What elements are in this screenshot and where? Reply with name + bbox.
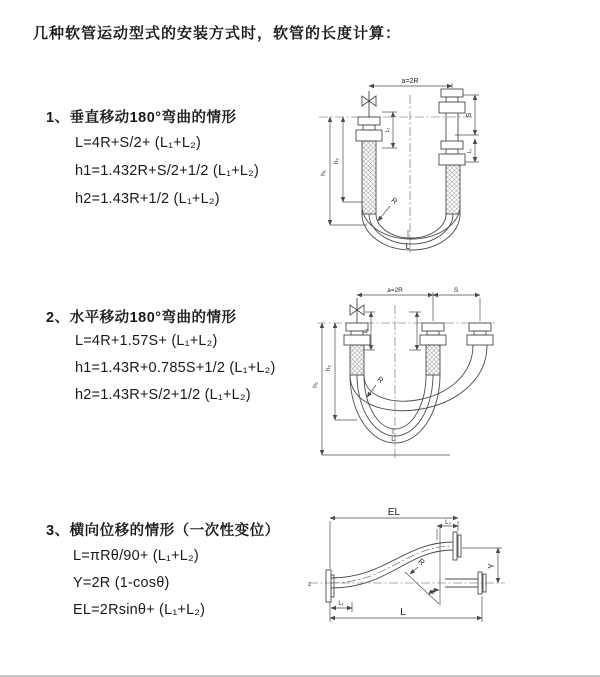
radius-callout xyxy=(378,196,400,221)
diagram-horizontal-180-bend xyxy=(305,280,600,465)
dim-label-l: L xyxy=(391,436,395,443)
dim-label-l: L xyxy=(400,607,406,618)
dimension-s-right xyxy=(455,95,479,162)
hose-u-curves xyxy=(350,345,487,443)
dim-label-theta: θ xyxy=(431,590,435,596)
valve-icon xyxy=(362,91,376,117)
right-fitting xyxy=(439,89,465,214)
braided-hose-section xyxy=(362,141,376,214)
dim-label-l2: L₂ xyxy=(445,520,451,526)
dimension-l1-left xyxy=(363,312,375,350)
section-2-formula-L: L=4R+1.57S+ (L₁+L₂) xyxy=(75,333,218,349)
section-2-formula-h2: h2=1.43R+S/2+1/2 (L₁+L₂) xyxy=(75,387,251,403)
section-3-formula-EL: EL=2Rsinθ+ (L₁+L₂) xyxy=(73,602,206,618)
middle-fitting xyxy=(420,323,446,375)
section-1-formula-h2: h2=1.43R+1/2 (L₁+L₂) xyxy=(75,191,220,207)
dim-label-h1: h₁ xyxy=(312,382,319,388)
left-fitting xyxy=(356,117,382,214)
braided-hose-section xyxy=(350,345,364,375)
dimension-h1-outer xyxy=(312,323,450,455)
dim-label-s: S xyxy=(453,287,459,294)
centerline-mark: z xyxy=(308,582,311,588)
valve-icon xyxy=(350,298,364,323)
dim-label-r: R xyxy=(389,195,400,206)
dimension-l1-middle xyxy=(409,312,421,350)
dim-label-l1: L₁ xyxy=(385,127,391,133)
dimension-l xyxy=(330,596,482,622)
dim-label-a2r: a=2R xyxy=(401,78,419,85)
dimension-a2r xyxy=(357,287,480,321)
right-fitting xyxy=(467,323,493,345)
diagram-vertical-180-bend xyxy=(305,75,600,260)
dimension-h1-outer xyxy=(320,117,367,225)
section-1-formula-h1: h1=1.432R+S/2+1/2 (L₁+L₂) xyxy=(75,163,260,179)
dim-label-r: R xyxy=(375,374,386,386)
top-right-flange xyxy=(453,532,461,560)
dim-label-y: Y xyxy=(487,563,496,569)
radius-callout xyxy=(410,557,427,574)
dim-label-l: L xyxy=(405,241,411,251)
dim-label-h2: h₂ xyxy=(325,364,332,372)
dim-label-h2: h₂ xyxy=(333,157,340,165)
dim-label-l1: L₁ xyxy=(363,328,369,334)
section-2-heading: 2、水平移动180°弯曲的情形 xyxy=(46,310,237,326)
length-callout xyxy=(391,428,395,443)
dimension-a2r xyxy=(369,78,452,88)
dim-label-l1-right: L₁ xyxy=(467,148,473,154)
dim-label-l1: L₁ xyxy=(338,601,344,607)
section-3-formula-Y: Y=2R (1-cosθ) xyxy=(73,575,170,591)
angle-construction xyxy=(405,526,440,605)
braided-hose-section xyxy=(446,165,460,214)
dim-label-r: R xyxy=(416,556,427,568)
diagram-lateral-displacement xyxy=(295,500,600,665)
dim-label-s: S xyxy=(466,112,473,118)
left-flange xyxy=(326,570,334,602)
hose-s-curve xyxy=(331,542,453,588)
braided-hose-section xyxy=(426,345,440,375)
length-callout xyxy=(406,230,411,251)
section-3-formula-L: L=πRθ/90+ (L₁+L₂) xyxy=(73,548,199,564)
section-1-formula-L: L=4R+S/2+ (L₁+L₂) xyxy=(75,135,201,151)
radius-callout xyxy=(367,375,386,397)
section-1-heading: 1、垂直移动180°弯曲的情形 xyxy=(46,110,237,126)
section-3-heading: 3、横向位移的情形（一次性变位） xyxy=(46,523,280,539)
dimension-l1 xyxy=(331,601,352,612)
dimension-l1-left xyxy=(382,112,397,148)
dim-label-el: EL xyxy=(387,507,401,518)
hose-u-curves xyxy=(362,206,460,250)
dim-label-a2r: a=2R xyxy=(387,287,403,294)
section-2-formula-h1: h1=1.43R+0.785S+1/2 (L₁+L₂) xyxy=(75,360,276,376)
dim-label-h1: h₁ xyxy=(320,170,327,176)
document-title: 几种软管运动型式的安装方式时，软管的长度计算： xyxy=(33,25,402,42)
